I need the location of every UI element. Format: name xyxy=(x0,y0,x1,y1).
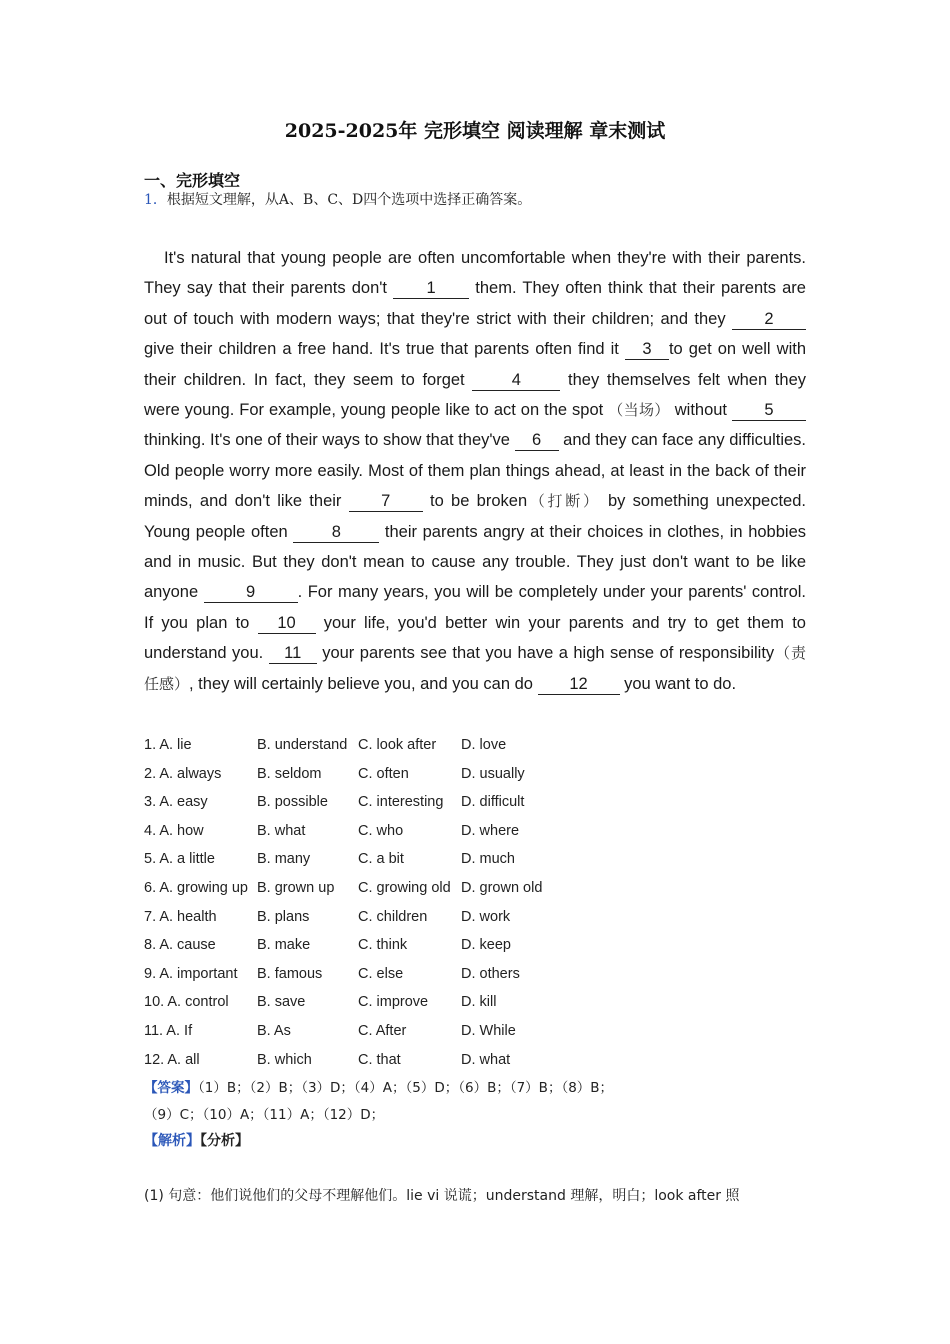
option-a: 12. A. all xyxy=(144,1051,200,1068)
option-d: D. kill xyxy=(461,994,497,1011)
passage-text: them. They often think that their parents are out of touch with modern ways; that they're strict with their children; and they xyxy=(144,279,806,328)
option-b: B. understand xyxy=(257,737,348,753)
analysis-subtag: 【分析】 xyxy=(200,1133,249,1149)
option-a: 7. A. health xyxy=(144,908,217,925)
option-a: 2. A. always xyxy=(144,765,222,782)
option-b: B. grown up xyxy=(257,879,335,896)
passage-text: to be broken xyxy=(422,492,528,511)
option-c: C. growing old xyxy=(358,879,451,896)
option-b: B. plans xyxy=(257,908,310,925)
option-a: 5. A. a little xyxy=(144,851,215,868)
option-a: 10. A. control xyxy=(144,994,229,1011)
option-b: B. make xyxy=(257,937,311,954)
option-a: 11. A. If xyxy=(144,1022,193,1039)
passage-text: your parents see that you have a high sense of responsibility xyxy=(316,644,775,663)
blank-5: 5 xyxy=(732,400,806,421)
option-c: C. think xyxy=(358,937,408,954)
option-c: C. look after xyxy=(358,737,437,753)
annotation-note: （责任感） xyxy=(144,644,806,693)
option-row xyxy=(144,934,664,963)
option-row xyxy=(144,791,664,820)
section-heading: 一、完形填空 xyxy=(144,171,241,190)
option-d: D. work xyxy=(461,908,511,925)
annotation-note: （打断） xyxy=(527,492,601,511)
option-b: B. many xyxy=(257,851,311,868)
blank-11: 11 xyxy=(269,643,317,664)
blank-6: 6 xyxy=(515,430,559,451)
option-d: D. where xyxy=(461,822,520,839)
passage-text: without xyxy=(669,401,732,420)
option-c: C. After xyxy=(358,1022,407,1039)
option-d: D. grown old xyxy=(461,879,543,896)
option-a: 3. A. easy xyxy=(144,794,208,811)
blank-2: 2 xyxy=(732,309,806,330)
passage-text: your life, you'd better win your parents and try to get them to understand you. xyxy=(144,613,806,663)
option-row xyxy=(144,734,664,763)
option-row xyxy=(144,1049,664,1078)
option-row xyxy=(144,820,664,849)
analysis-tag: 【解析】 xyxy=(144,1133,200,1149)
answer-line-1 xyxy=(144,1075,814,1102)
option-d: D. what xyxy=(461,1051,511,1068)
passage-text: to get on well with their children. In fact, they seem to forget xyxy=(144,340,806,389)
option-a: 4. A. how xyxy=(144,822,204,839)
answer-block xyxy=(144,1075,814,1129)
question-instruction: 根据短文理解，从A、B、C、D四个选项中选择正确答案。 xyxy=(166,192,532,208)
option-c: C. that xyxy=(358,1051,401,1068)
blank-1: 1 xyxy=(393,278,469,299)
option-b: B. which xyxy=(257,1051,312,1068)
option-row xyxy=(144,877,664,906)
option-c: C. children xyxy=(358,908,428,925)
blank-8: 8 xyxy=(293,522,379,543)
option-d: D. others xyxy=(461,965,520,982)
option-c: C. interesting xyxy=(358,794,444,811)
option-row xyxy=(144,763,664,792)
option-a: 8. A. cause xyxy=(144,937,216,954)
option-b: B. famous xyxy=(257,965,323,982)
option-a: 6. A. growing up xyxy=(144,879,248,896)
analysis-heading xyxy=(144,1130,249,1150)
blank-3: 3 xyxy=(625,339,669,360)
blank-7: 7 xyxy=(349,491,423,512)
option-row xyxy=(144,963,664,992)
option-row xyxy=(144,991,664,1020)
passage-text: you want to do. xyxy=(619,674,737,693)
option-d: D. much xyxy=(461,851,515,868)
passage-text: their parents angry at their choices in clothes, in hobbies and in music. But they don't mean to cause any trouble. They just don't want to be like anyone xyxy=(144,522,806,602)
passage-text: and they can face any difficulties. Old people worry more easily. Most of them plan things ahead, at least in the back of their minds, and don't like their xyxy=(144,431,806,511)
passage-text: by something unexpected. Young people often xyxy=(144,492,806,541)
option-c: C. a bit xyxy=(358,851,404,868)
answer-tag: 【答案】 xyxy=(144,1080,198,1096)
page-title: 2025-2025年 完形填空 阅读理解 章末测试 xyxy=(284,120,666,142)
answer-values: （1）B；（2）B；（3）D；（4）A；（5）D；（6）B；（7）B；（8）B； xyxy=(198,1080,614,1096)
option-row xyxy=(144,906,664,935)
option-d: D. While xyxy=(461,1022,516,1039)
cloze-passage xyxy=(144,243,806,699)
option-row xyxy=(144,1020,664,1049)
explanation-text: (1) 句意：他们说他们的父母不理解他们。lie vi 说谎；understand 理解，明白；look after 照 xyxy=(144,1188,740,1204)
blank-10: 10 xyxy=(258,613,316,634)
blank-12: 12 xyxy=(538,674,620,695)
passage-text: , they will certainly believe you, and you can do xyxy=(189,674,538,693)
option-c: C. who xyxy=(358,822,404,839)
option-row xyxy=(144,848,664,877)
options-table xyxy=(144,734,664,1077)
option-b: B. seldom xyxy=(257,765,322,782)
option-b: B. possible xyxy=(257,794,328,811)
option-d: D. love xyxy=(461,737,507,753)
option-d: D. difficult xyxy=(461,794,525,811)
question-number: 1． xyxy=(144,192,167,208)
answer-line-2: （9）C；（10）A；（11）A；（12）D； xyxy=(144,1107,385,1123)
passage-text: give their children a free hand. It's true that parents often find it xyxy=(144,340,625,359)
option-d: D. keep xyxy=(461,937,511,954)
option-b: B. what xyxy=(257,822,306,839)
option-c: C. often xyxy=(358,765,409,782)
passage-text: It's natural that young people are often uncomfortable when they're with their parents. They say that their parents don't xyxy=(144,249,806,298)
option-c: C. else xyxy=(358,965,404,982)
option-a: 9. A. important xyxy=(144,965,238,982)
passage-text: . For many years, you will be completely under your parents' control. If you plan to xyxy=(144,583,807,632)
option-d: D. usually xyxy=(461,765,525,782)
blank-9: 9 xyxy=(204,582,298,603)
blank-4: 4 xyxy=(472,370,560,391)
option-a: 1. A. lie xyxy=(144,737,192,753)
passage-text: they themselves felt when they were young. For example, young people like to act on the spot xyxy=(144,370,806,420)
option-b: B. save xyxy=(257,994,306,1011)
option-c: C. improve xyxy=(358,994,429,1011)
question-instruction-line xyxy=(144,189,531,209)
passage-text: thinking. It's one of their ways to show that they've xyxy=(144,431,515,450)
option-b: B. As xyxy=(257,1022,291,1039)
annotation-note: （当场） xyxy=(608,401,670,420)
